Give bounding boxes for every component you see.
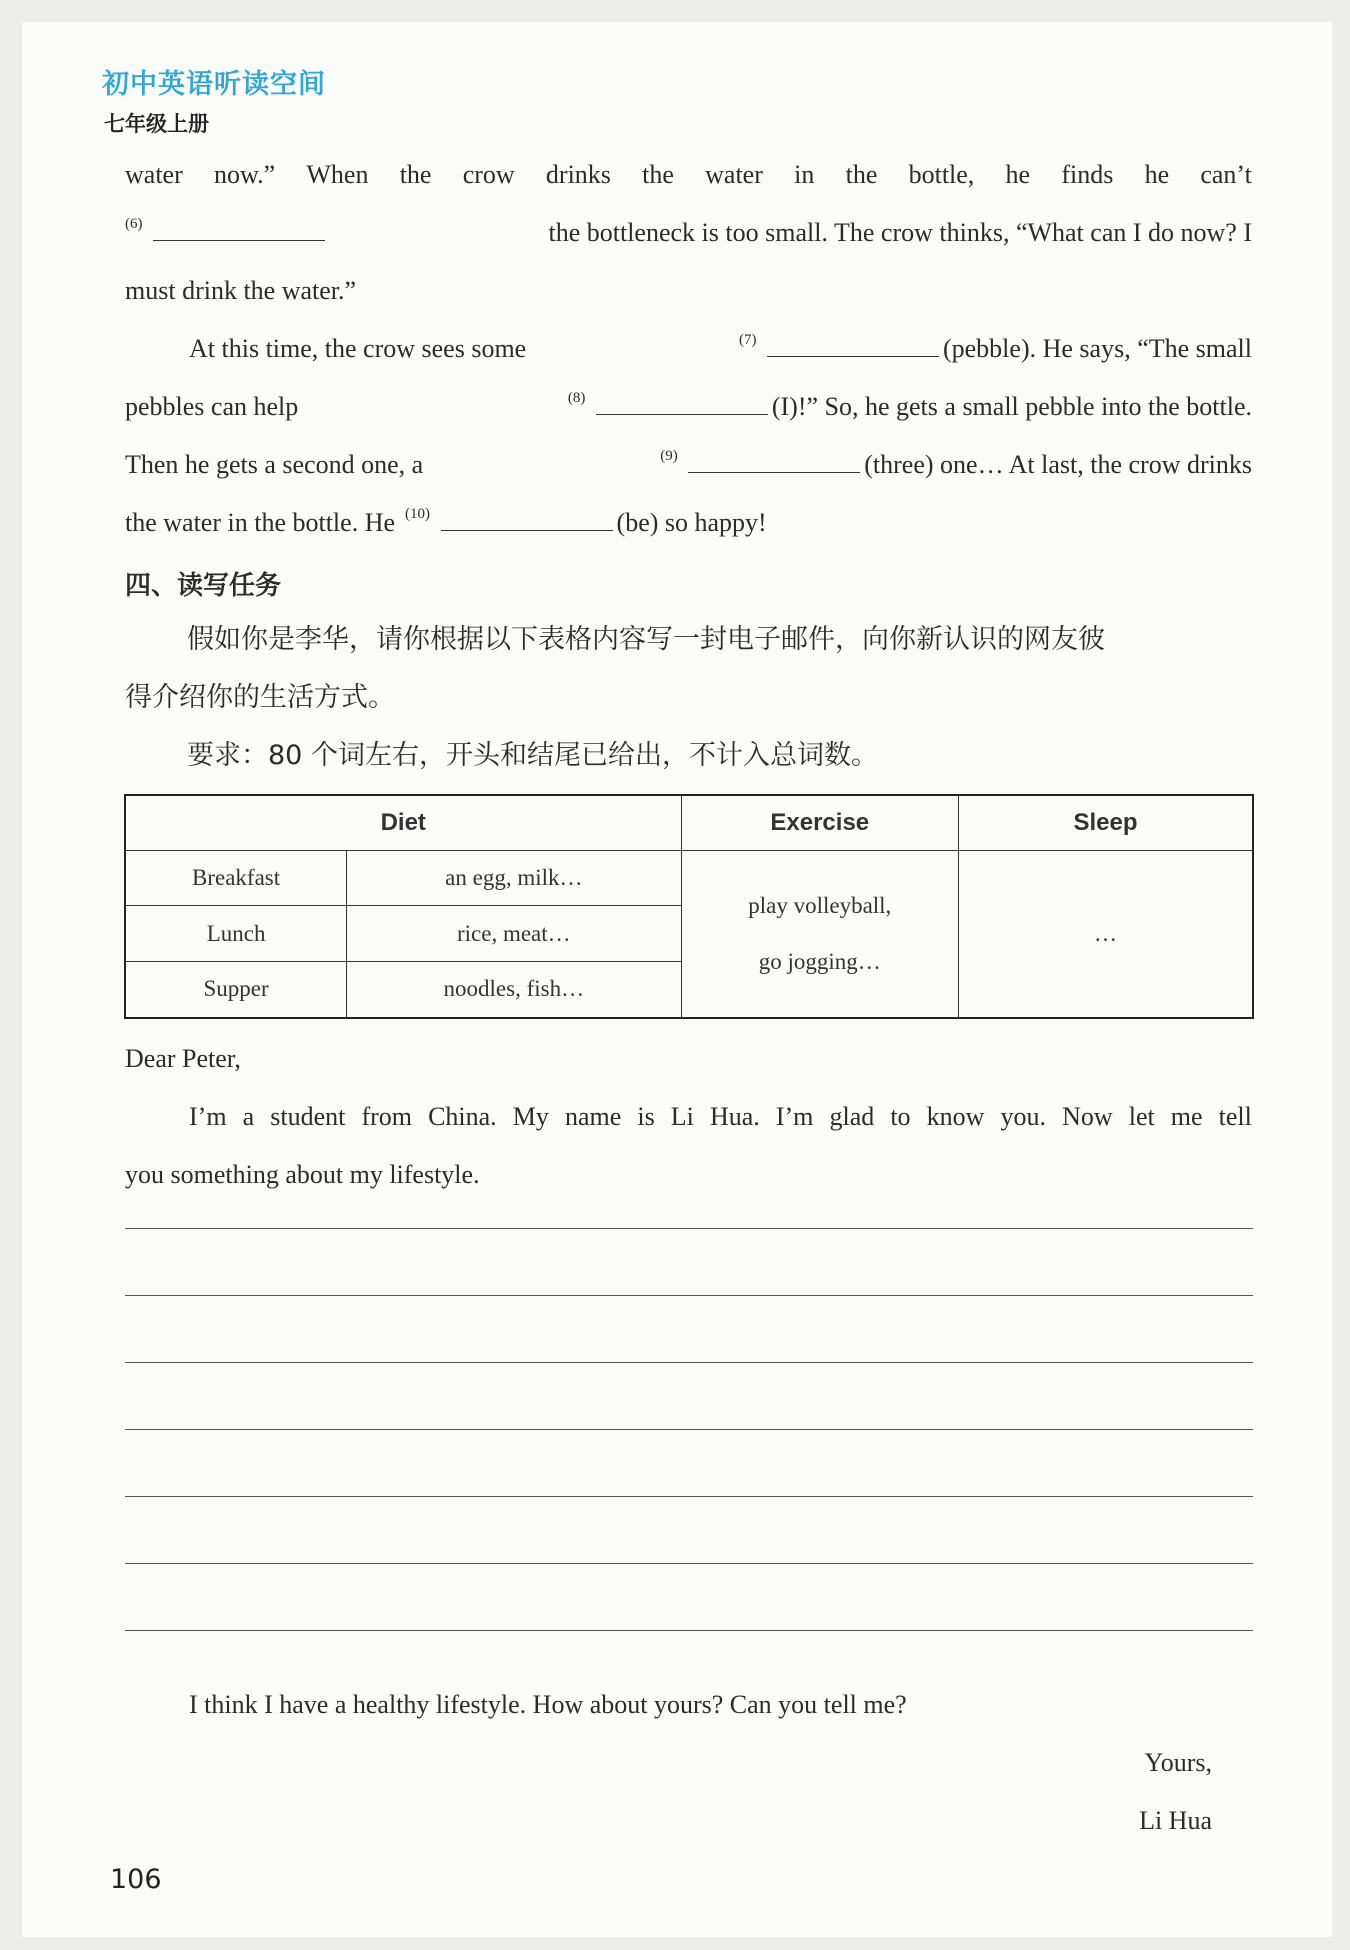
blank-number: (6)	[125, 216, 143, 232]
writing-line[interactable]	[125, 1429, 1253, 1430]
page-number: 106	[110, 1864, 162, 1895]
blank-number: (7)	[738, 332, 757, 348]
exercise-cell: play volleyball, go jogging…	[681, 851, 959, 1019]
blank-number: (9)	[660, 448, 678, 464]
story-line-6: Then he gets a second one, a $^{(9)}$ (three) one… At last, the crow drinks	[125, 448, 1252, 479]
workbook-page	[22, 22, 1332, 1937]
blank-number: (8)	[567, 390, 586, 406]
story-line-4: At this time, the crow sees some $^{(7)}$ (pebble). He says, “The small	[189, 332, 1252, 363]
writing-line[interactable]	[125, 1228, 1253, 1229]
writing-line[interactable]	[125, 1630, 1253, 1631]
requirement-text: 要求：80 个词左右，开头和结尾已给出，不计入总词数。	[187, 740, 878, 771]
meal-cell: Lunch	[125, 906, 347, 961]
food-cell: noodles, fish…	[347, 961, 681, 1018]
writing-line[interactable]	[125, 1496, 1253, 1497]
header-diet: Diet	[125, 795, 681, 851]
letter-closing: Yours,	[1144, 1748, 1212, 1777]
blank-number: (10)	[405, 506, 431, 522]
grade-label: 七年级上册	[104, 112, 209, 136]
writing-line[interactable]	[125, 1563, 1253, 1564]
section-title: 四、读写任务	[125, 571, 282, 601]
writing-line[interactable]	[125, 1295, 1253, 1296]
story-line-2: $^{(6)}$ the bottleneck is too small. The crow thinks, “What can I do now? I	[125, 216, 1252, 247]
letter-ending: I think I have a healthy lifestyle. How about yours? Can you tell me?	[189, 1690, 907, 1719]
answer-blank-10[interactable]	[441, 508, 613, 531]
food-cell: rice, meat…	[347, 906, 681, 961]
letter-greeting: Dear Peter,	[125, 1044, 241, 1073]
letter-body-line-2: you something about my lifestyle.	[125, 1160, 480, 1189]
story-line-1: water now.” When the crow drinks the water in the bottle, he finds he can’t	[125, 160, 1252, 189]
header-sleep: Sleep	[959, 795, 1253, 851]
story-line-5: pebbles can help $^{(8)}$ (I)!” So, he gets a small pebble into the bottle.	[125, 390, 1252, 421]
letter-body-line-1: I’m a student from China. My name is Li Hua. I’m glad to know you. Now let me tell	[189, 1102, 1252, 1131]
meal-cell: Supper	[125, 961, 347, 1018]
answer-blank-9[interactable]	[688, 450, 860, 473]
letter-signature: Li Hua	[1139, 1806, 1212, 1835]
series-title: 初中英语听读空间	[102, 69, 326, 100]
instruction-line-2: 得介绍你的生活方式。	[125, 682, 395, 713]
instruction-line-1: 假如你是李华，请你根据以下表格内容写一封电子邮件，向你新认识的网友彼	[187, 624, 1105, 655]
story-line-7: the water in the bottle. He $^{(10)}$ (be) so happy!	[125, 506, 767, 537]
sleep-cell: …	[959, 851, 1253, 1019]
writing-line[interactable]	[125, 1362, 1253, 1363]
food-cell: an egg, milk…	[347, 851, 681, 906]
answer-blank-6[interactable]	[153, 218, 325, 241]
answer-blank-8[interactable]	[596, 392, 768, 415]
header-exercise: Exercise	[681, 795, 959, 851]
meal-cell: Breakfast	[125, 851, 347, 906]
story-line-3: must drink the water.”	[125, 276, 357, 305]
answer-blank-7[interactable]	[767, 334, 939, 357]
lifestyle-table	[124, 794, 1254, 1019]
